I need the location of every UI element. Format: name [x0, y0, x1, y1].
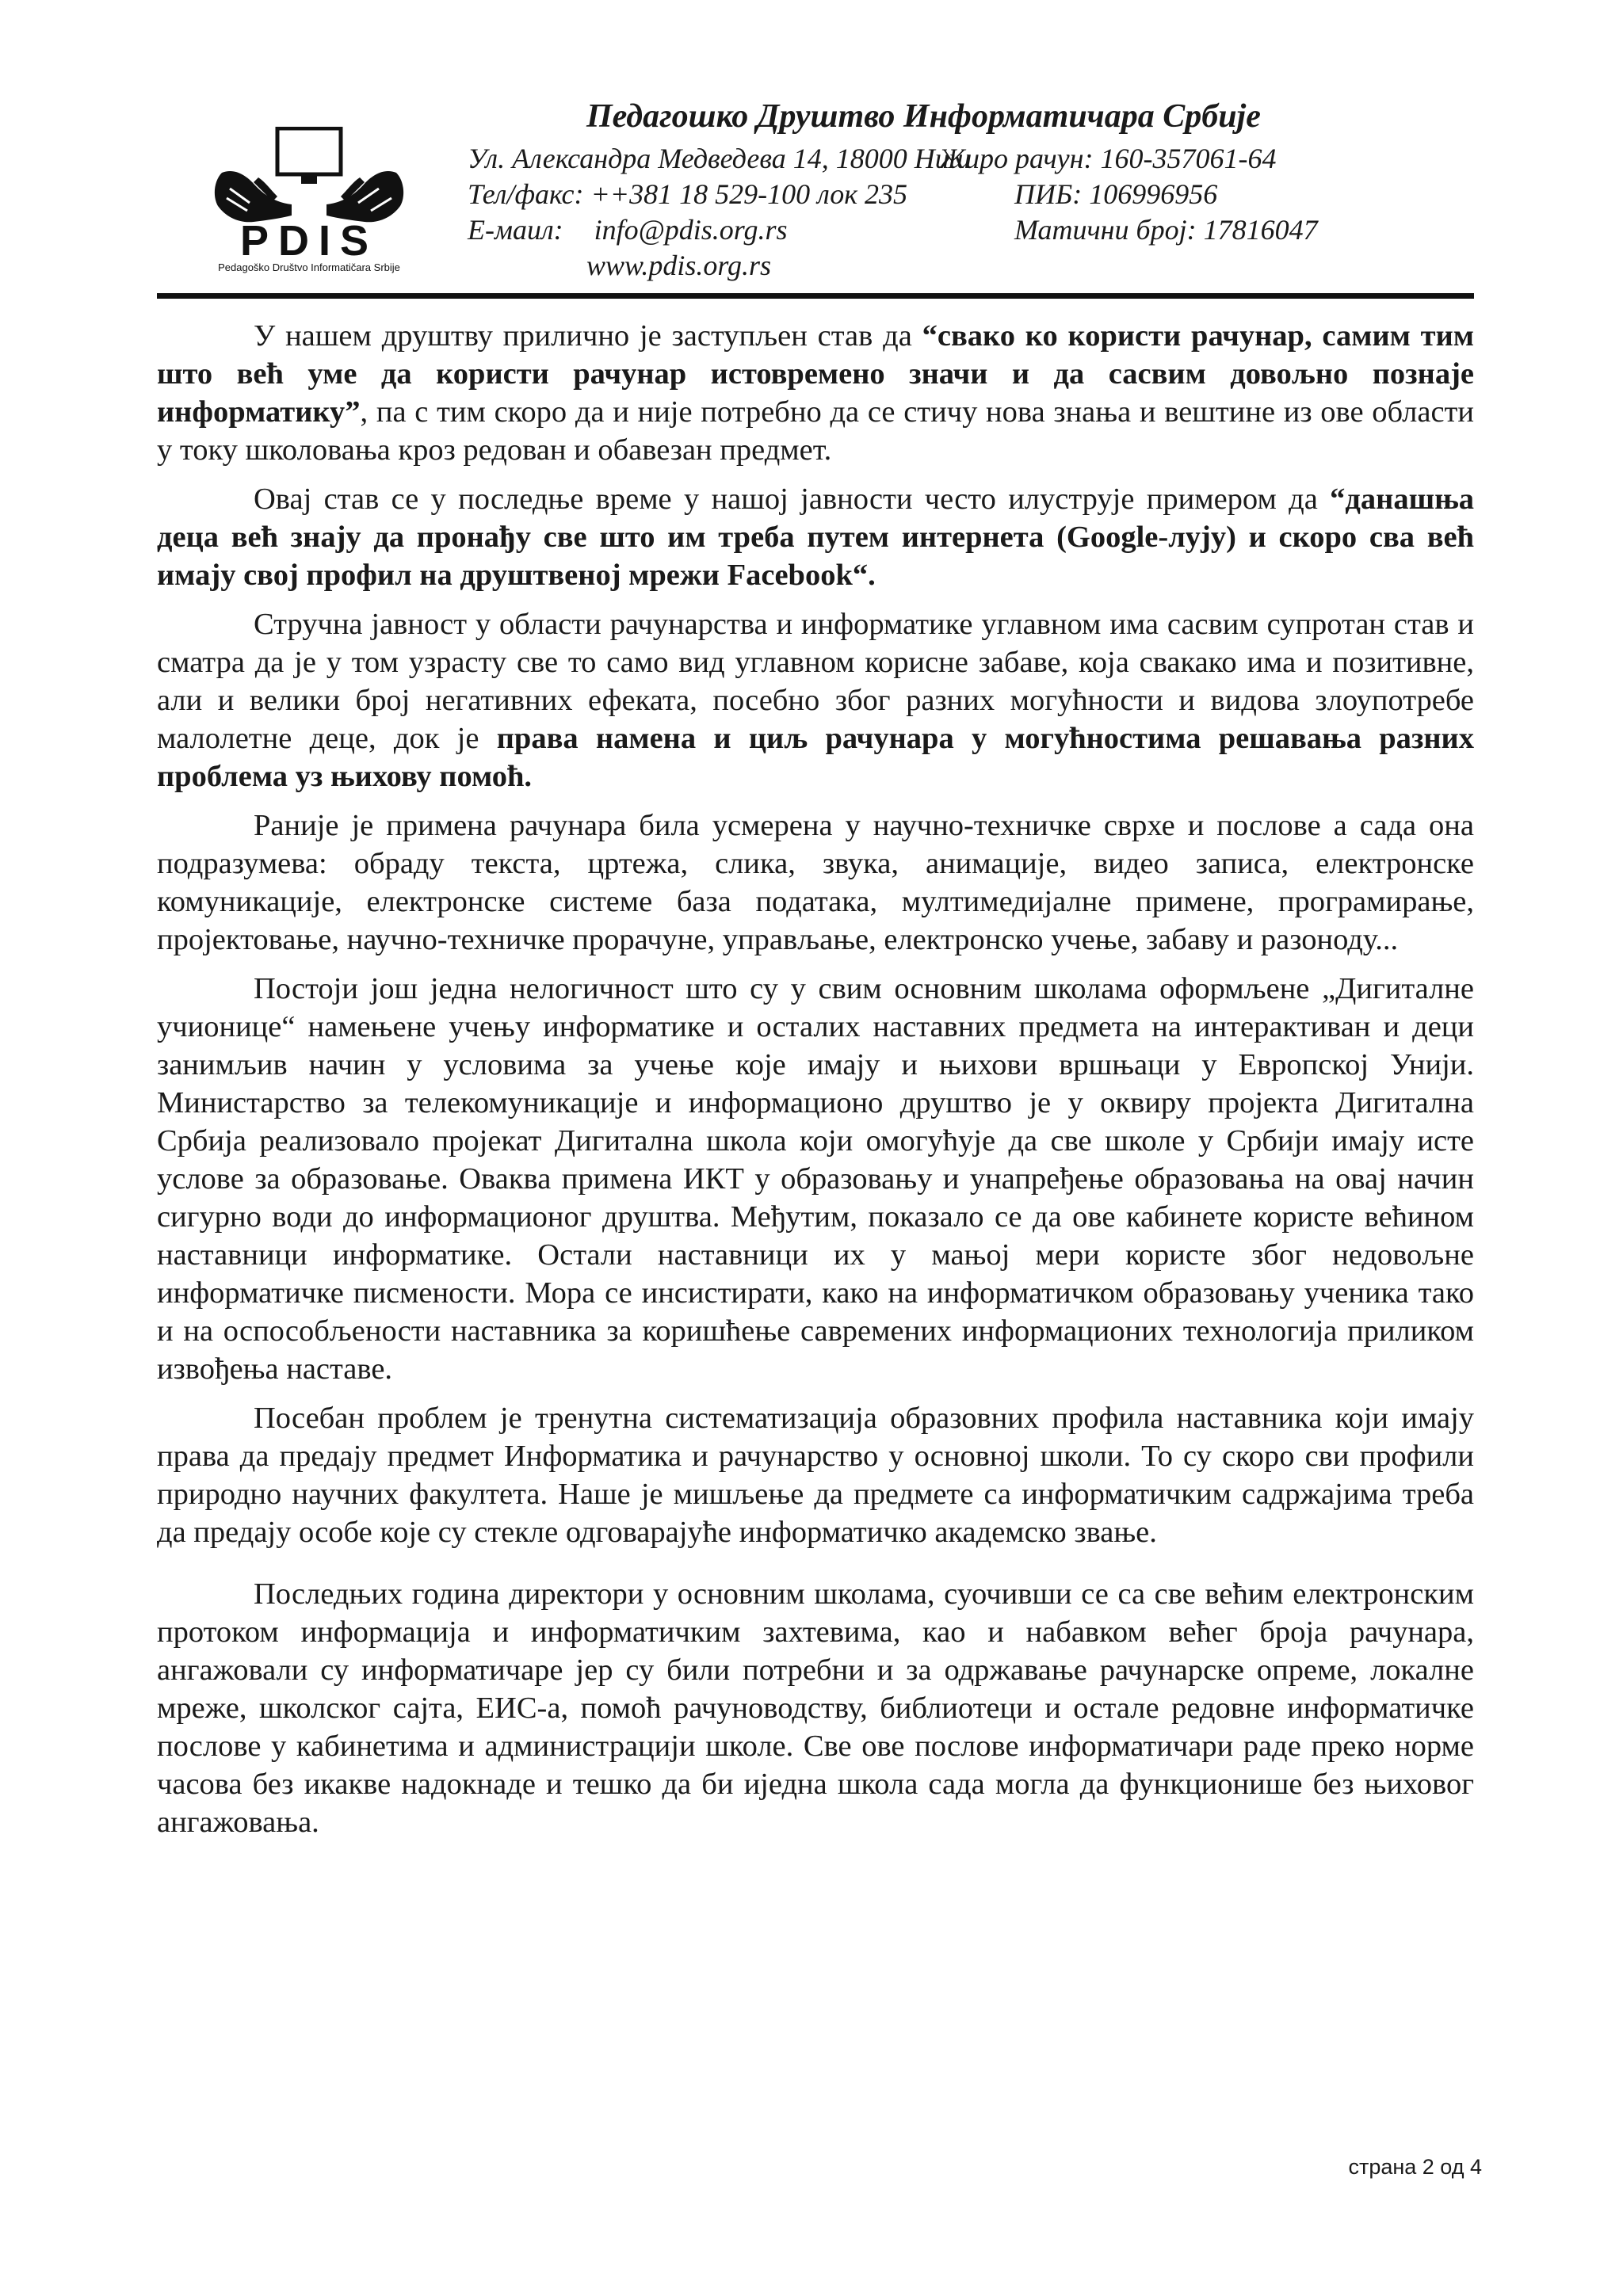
p2-bold: “данашња деца већ знају да пронађу све што им треба путем интернета (Google-лују) и скоро сва већ имају свој профил на друштвеној мрежи Facebook“.	[157, 482, 1474, 592]
p1-text-1: У нашем друштву прилично је заступљен став да	[254, 319, 922, 353]
page-number: страна 2 од 4	[1348, 2155, 1482, 2179]
paragraph-5: Постоји још једна нелогичност што су у свим основним школама оформљене „Дигиталне учионице“ намењене учењу информатике и осталих наставних предмета на интерактиван и деци занимљив начин у условима за учење које имају и њихови вршњаци у Европској Унији. Министарство за телекомуникације и информационо друштво је у оквиру пројекта Дигитална Србија реализовало пројекат Дигитална школа који омогућује да све школе у Србији имају исте услове за образовање. Оваква примена ИКТ у образовању и унапређење образовања на овај начин сигурно води до информационог друштва. Међутим, показало се да ове кабинете користе већином наставници информатике. Остали наставници их у мањој мери користе због недовољне информатичке писмености. Мора се инсистирати, како на информатичком образовању ученика тако и на оспособљености наставника за коришћење савремених информационих технологија приликом извођења наставе.	[157, 972, 1474, 1386]
pdis-logo	[190, 127, 428, 273]
logo-subtitle: Pedagoško Društvo Informatičara Srbije	[218, 261, 400, 273]
email-link[interactable]: info@pdis.org.rs	[594, 214, 788, 246]
paragraph-3	[157, 605, 1474, 795]
address: Ул. Александра Медведева 14, 18000 Ниш	[468, 143, 971, 174]
p3-bold: права намена и циљ рачунара у могућностима решавања разних проблема уз њихову помоћ.	[157, 722, 1474, 793]
p1-bold: “свако ко користи рачунар, самим тим што већ уме да користи рачунар истовремено значи и да сасвим довољно познаје информатику”	[157, 319, 1474, 429]
p2-text-1: Овај став се у последње време у нашој јавности често илуструје примером да	[254, 482, 1331, 516]
p3-text-1: Стручна јавност у области рачунарства и информатике углавном има сасвим супротан став и сматра да је у том узрасту све то само вид углавном корисне забаве, која свакако има и позитивне, али и велики број негативних ефеката, посебно због разних могућности и видова злоупотребе малолетне деце, док је	[157, 608, 1474, 755]
paragraph-4: Раније је примена рачунара била усмерена у научно-техничке сврхе и послове а сада она подразумева: обраду текста, цртежа, слика, звука, анимације, видео записа, електронске комуникације, електронске системе база података, мултимедијалне примене, програмирање, пројектовање, научно-техничке прорачуне, управљање, електронско учење, забаву и разоноду...	[157, 809, 1474, 956]
phone: Тел/факс: ++381 18 529-100 лок 235	[468, 178, 908, 210]
registration-number: Матични број: 17816047	[1014, 214, 1318, 246]
tax-id: ПИБ: 106996956	[1014, 178, 1218, 210]
letterhead	[0, 0, 1623, 301]
header-divider	[157, 293, 1474, 299]
paragraph-6: Посебан проблем је тренутна систематизација образовних профила наставника који имају права да предају предмет Информатика и рачунарство у основној школи. То су скоро сви профили природно научних факултета. Наше је мишљење да предмете са информатичким садржајима треба да предају особе које су стекле одговарајуће информатичко академско звање.	[157, 1402, 1474, 1549]
organization-name: Педагошко Друштво Информатичара Србије	[586, 98, 1261, 135]
document-body	[157, 317, 1474, 1852]
contact-info	[468, 141, 1318, 284]
email-label: Е-маил:	[468, 214, 563, 246]
p1-text-2: , па с тим скоро да и није потребно да се стичу нова знања и вештине из ове области у току школовања кроз редован и обавезан предмет.	[157, 395, 1474, 467]
paragraph-2	[157, 480, 1474, 594]
bank-account: Жиро рачун: 160-357061-64	[939, 143, 1277, 174]
paragraph-7: Последњих година директори у основним школама, суочивши се са све већим електронским протоком информација и информатичким захтевима, као и набавком већег броја рачунара, ангажовали су информатичаре јер су били потребни и за одржавање рачунарске опреме, локалне мреже, школског сајта, ЕИС-а, помоћ рачуноводству, библиотеци и остале редовне информатичке послове у кабинетима и администрацији школе. Све ове послове информатичари раде преко норме часова без икакве надокнаде и тешко да би иједна школа сада могла да функционише без њиховог ангажовања.	[157, 1577, 1474, 1839]
logo-text: PDIS	[239, 217, 379, 265]
paragraph-1	[157, 317, 1474, 469]
website-link[interactable]: www.pdis.org.rs	[586, 250, 772, 281]
